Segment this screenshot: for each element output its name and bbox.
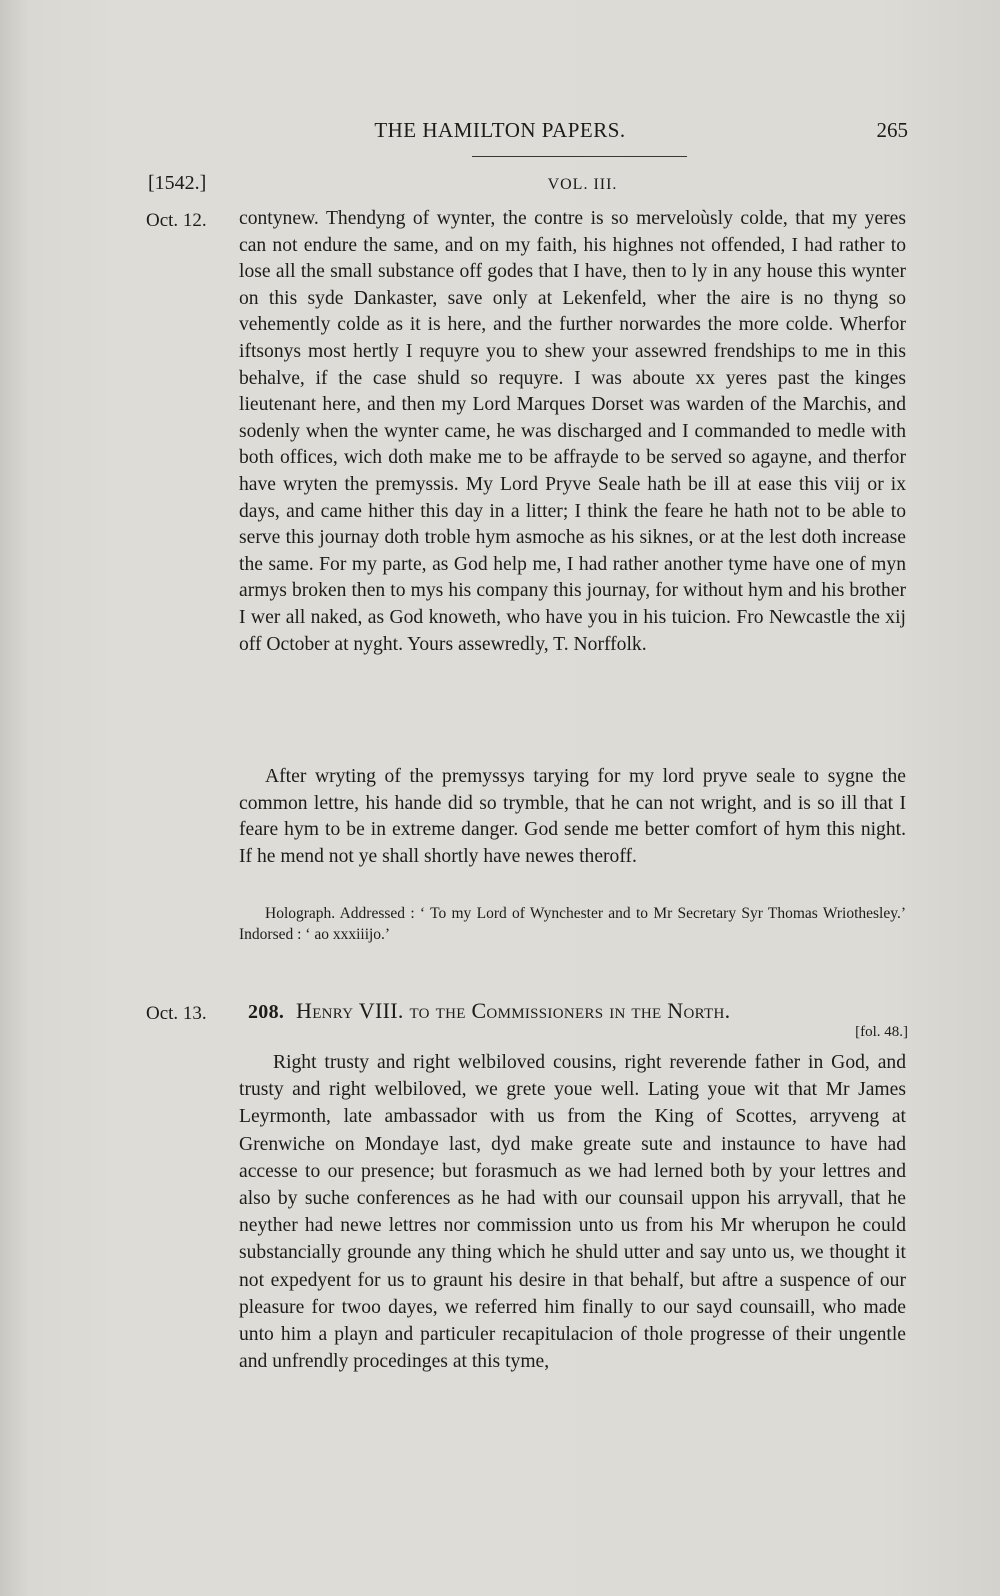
page-number: 265 <box>876 118 908 142</box>
entry-date: Oct. 12. <box>146 210 207 231</box>
letter-text <box>239 206 906 658</box>
volume-label: VOL. III. <box>547 176 618 193</box>
postscript-text: After wryting of the premyssys tarying for my lord pryve seale to sygne the common lettre, his hande did so trymble, that he can not wright, and is so ill that I feare hym to be in extreme danger. God sende me better comfort of hym this night. If he mend not ye shall shortly have newes theroff. <box>239 766 906 867</box>
letter-text: Right trusty and right welbiloved cousins, right reverende father in God, and trusty and right welbiloved, we grete youe well. Lating youe wit that Mr James Leyrmonth, late ambassador with us from the King of Scottes, arryveng at Grenwiche on Mondaye last, dyd make greate sute and instaunce to have had accesse to our presence; but forasmuch as we had lerned both by your lettres and also by suche conferences as he had with our counsail uppon his arryvall, that he neyther had newe lettres nor commission unto us from his Mr wherupon he could substancially grounde any thing which he shuld utter and say unto us, we thought it not expedyent for us to graunt his desire in that behalf, but aftre a suspence of our pleasure for twoo dayes, we referred him finally to our sayd counsaill, who made unto him a playn and particuler recapitulacion of thole progresse of their ungentle and unfrendly procedinges at this tyme, <box>239 1052 906 1373</box>
letter-paragraph: contynew. Thendyng of wynter, the contre is so merveloùsly colde, that my yeres can not endure the same, and on my faith, his highnes not offended, I had rather to lose all the small substance off godes that I have, then to ly in any house this wynter on this syde Dankaster, save only at Lekenfeld, wher the aire is no thyng so vehemently colde as it is here, and the further norwardes the more colde. Wherfor iftsonys most hertly I requyre you to shew your assewred frendships to me in this behalve, if the case shuld so requyre. I was aboute xx yeres past the kinges lieutenant here, and then my Lord Marques Dorset was warden of the Marchis, and sodenly when the wynter came, he was discharged and I commanded to medle with both offices, wich doth make me to be affrayde to be served so agayne, and therfor have wryten the premyssis. My Lord Pryve Seale hath be ill at ease this viij or ix days, and came hither this day in a litter; I think the feare he hath not to be able to serve this journay doth troble hym asmoche as his siknes, or at the lest doth increase the same. For my parte, as God help me, I had rather another tyme have one of myn armys broken then to mys his company this journay, for without hym and his brother I wer all naked, as God knoweth, who have you in his tuicion. Fro Newcastle the xij off October at nyght. Yours assewredly, T. Norffolk. <box>239 208 906 655</box>
running-title: THE HAMILTON PAPERS. <box>374 118 626 142</box>
editorial-note: Holograph. Addressed : ‘ To my Lord of Wynchester and to Mr Secretary Syr Thomas Wriothesley.’ Indorsed : ‘ ao xxxiiijo.’ <box>239 905 906 943</box>
title-rule <box>472 156 687 157</box>
document-title: Henry VIII. to the Commissioners in the North. <box>296 998 731 1023</box>
document-heading <box>248 998 908 1024</box>
folio-reference: [fol. 48.] <box>855 1024 908 1040</box>
year-marker: [1542.] <box>148 172 207 194</box>
entry-date: Oct. 13. <box>146 1003 207 1024</box>
document-number: 208. <box>248 1001 285 1023</box>
